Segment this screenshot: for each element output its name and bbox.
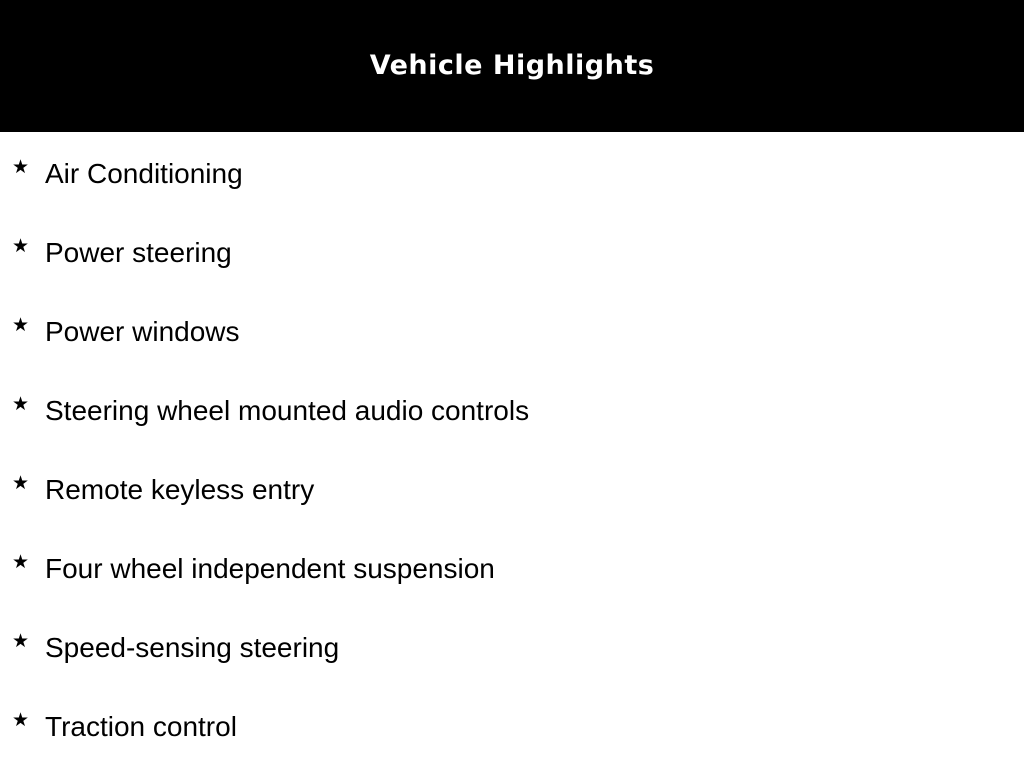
- star-icon: ★: [12, 472, 30, 494]
- star-icon: ★: [12, 551, 30, 573]
- star-icon: ★: [12, 235, 30, 257]
- list-item-label: Four wheel independent suspension: [45, 553, 495, 584]
- star-icon: ★: [12, 709, 30, 731]
- list-item-label: Traction control: [45, 711, 237, 742]
- star-icon: ★: [12, 314, 30, 336]
- list-item-label: Air Conditioning: [45, 158, 243, 189]
- header-bar: [0, 0, 1024, 132]
- star-icon: ★: [12, 630, 30, 652]
- list-item-label: Power steering: [45, 237, 232, 268]
- star-icon: ★: [12, 393, 30, 415]
- list-item-label: Steering wheel mounted audio controls: [45, 395, 530, 426]
- list-item-label: Power windows: [45, 316, 240, 347]
- list-item-label: Speed-sensing steering: [45, 632, 340, 663]
- list-item-label: Remote keyless entry: [45, 474, 315, 505]
- page-title: Vehicle Highlights: [369, 50, 655, 81]
- star-icon: ★: [12, 156, 30, 178]
